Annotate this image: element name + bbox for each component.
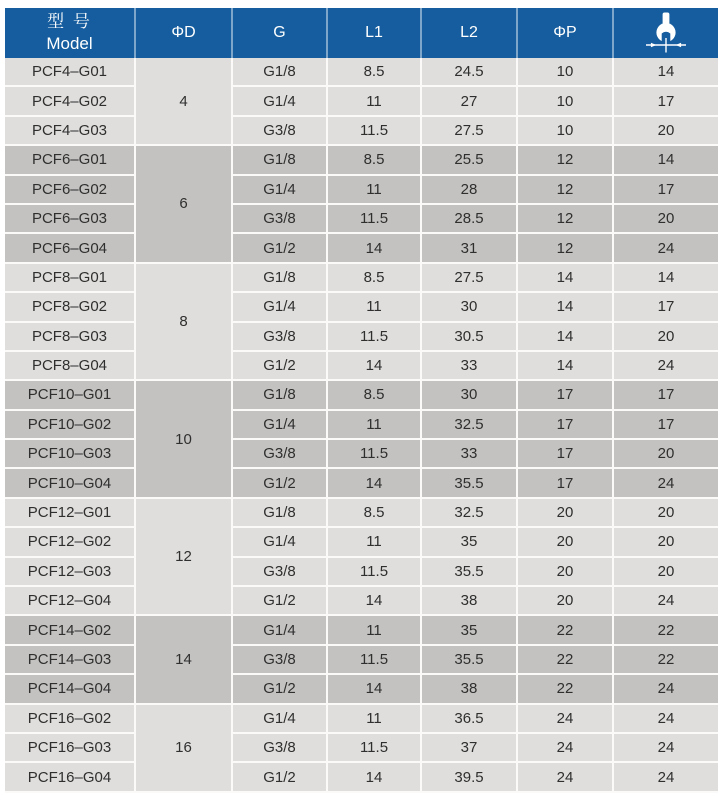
- l1-cell: 14: [327, 468, 421, 497]
- l1-cell: 11: [327, 527, 421, 556]
- table-row: [5, 410, 718, 439]
- wrench-size-cell: 20: [613, 557, 718, 586]
- phi-d-cell: 14: [135, 615, 232, 703]
- table-row: [5, 145, 718, 174]
- l2-cell: 25.5: [421, 145, 517, 174]
- wrench-size-cell: 17: [613, 380, 718, 409]
- wrench-size-cell: 20: [613, 116, 718, 145]
- l2-cell: 35.5: [421, 468, 517, 497]
- l2-cell: 28: [421, 175, 517, 204]
- phi-p-cell: 24: [517, 762, 613, 791]
- l1-cell: 11.5: [327, 439, 421, 468]
- phi-p-cell: 10: [517, 58, 613, 86]
- l1-cell: 11.5: [327, 645, 421, 674]
- g-thread-cell: G1/4: [232, 175, 327, 204]
- phi-p-cell: 14: [517, 351, 613, 380]
- g-thread-cell: G1/2: [232, 762, 327, 791]
- l2-cell: 30: [421, 380, 517, 409]
- phi-d-cell: 4: [135, 58, 232, 145]
- model-cell: PCF14–G03: [5, 645, 135, 674]
- table-row: [5, 322, 718, 351]
- g-thread-cell: G1/2: [232, 468, 327, 497]
- wrench-size-cell: 22: [613, 615, 718, 644]
- wrench-size-icon: [644, 11, 688, 55]
- l1-cell: 11: [327, 292, 421, 321]
- wrench-size-cell: 14: [613, 145, 718, 174]
- g-thread-cell: G1/2: [232, 233, 327, 262]
- wrench-size-cell: 22: [613, 645, 718, 674]
- wrench-size-cell: 24: [613, 468, 718, 497]
- l1-cell: 14: [327, 351, 421, 380]
- l1-cell: 11.5: [327, 116, 421, 145]
- phi-d-cell: 8: [135, 263, 232, 381]
- g-thread-cell: G1/4: [232, 410, 327, 439]
- phi-p-cell: 14: [517, 322, 613, 351]
- l2-cell: 28.5: [421, 204, 517, 233]
- l2-cell: 27.5: [421, 263, 517, 292]
- column-header-model: [5, 8, 135, 58]
- wrench-size-cell: 24: [613, 586, 718, 615]
- table-row: [5, 527, 718, 556]
- phi-p-cell: 10: [517, 86, 613, 115]
- table-row: [5, 498, 718, 527]
- wrench-size-cell: 17: [613, 410, 718, 439]
- phi-p-cell: 20: [517, 557, 613, 586]
- table-row: [5, 557, 718, 586]
- phi-p-cell: 20: [517, 586, 613, 615]
- l2-cell: 38: [421, 674, 517, 703]
- phi-d-cell: 10: [135, 380, 232, 498]
- wrench-size-cell: 20: [613, 498, 718, 527]
- g-thread-cell: G1/4: [232, 86, 327, 115]
- g-thread-cell: G3/8: [232, 116, 327, 145]
- model-cell: PCF10–G02: [5, 410, 135, 439]
- l2-cell: 27: [421, 86, 517, 115]
- model-cell: PCF16–G04: [5, 762, 135, 791]
- model-cell: PCF4–G02: [5, 86, 135, 115]
- g-thread-cell: G1/4: [232, 292, 327, 321]
- l2-cell: 35: [421, 527, 517, 556]
- table-row: [5, 439, 718, 468]
- table-row: [5, 468, 718, 497]
- model-cell: PCF6–G04: [5, 233, 135, 262]
- model-cell: PCF10–G01: [5, 380, 135, 409]
- phi-p-cell: 12: [517, 204, 613, 233]
- model-cell: PCF14–G04: [5, 674, 135, 703]
- phi-p-cell: 24: [517, 704, 613, 733]
- model-label-cn: 型 号: [47, 12, 92, 31]
- l2-cell: 30: [421, 292, 517, 321]
- l1-cell: 8.5: [327, 58, 421, 86]
- wrench-size-cell: 24: [613, 762, 718, 791]
- phi-p-cell: 17: [517, 439, 613, 468]
- phi-p-cell: 17: [517, 410, 613, 439]
- spec-table: [5, 8, 718, 793]
- model-cell: PCF14–G02: [5, 615, 135, 644]
- l2-cell: 35.5: [421, 557, 517, 586]
- l1-cell: 11: [327, 704, 421, 733]
- g-thread-cell: G1/2: [232, 674, 327, 703]
- g-thread-cell: G1/4: [232, 704, 327, 733]
- table-row: [5, 674, 718, 703]
- column-header-wrench: [613, 8, 718, 58]
- g-thread-cell: G1/4: [232, 615, 327, 644]
- phi-p-cell: 12: [517, 145, 613, 174]
- l2-cell: 31: [421, 233, 517, 262]
- l2-cell: 39.5: [421, 762, 517, 791]
- model-cell: PCF6–G02: [5, 175, 135, 204]
- model-cell: PCF12–G03: [5, 557, 135, 586]
- l2-cell: 37: [421, 733, 517, 762]
- model-cell: PCF16–G02: [5, 704, 135, 733]
- wrench-size-cell: 17: [613, 292, 718, 321]
- model-cell: PCF12–G04: [5, 586, 135, 615]
- wrench-size-cell: 24: [613, 704, 718, 733]
- g-thread-cell: G1/8: [232, 145, 327, 174]
- phi-p-cell: 24: [517, 733, 613, 762]
- column-header-l2: L2: [421, 8, 517, 58]
- model-cell: PCF8–G04: [5, 351, 135, 380]
- l2-cell: 38: [421, 586, 517, 615]
- model-cell: PCF10–G03: [5, 439, 135, 468]
- table-row: [5, 615, 718, 644]
- g-thread-cell: G1/2: [232, 586, 327, 615]
- phi-p-cell: 22: [517, 674, 613, 703]
- table-row: [5, 233, 718, 262]
- model-cell: PCF8–G03: [5, 322, 135, 351]
- phi-p-cell: 12: [517, 233, 613, 262]
- wrench-size-cell: 20: [613, 527, 718, 556]
- g-thread-cell: G1/8: [232, 263, 327, 292]
- l2-cell: 35: [421, 615, 517, 644]
- g-thread-cell: G3/8: [232, 733, 327, 762]
- wrench-size-cell: 20: [613, 439, 718, 468]
- table-row: [5, 58, 718, 86]
- l1-cell: 11.5: [327, 557, 421, 586]
- table-row: [5, 263, 718, 292]
- l2-cell: 30.5: [421, 322, 517, 351]
- l1-cell: 14: [327, 233, 421, 262]
- phi-p-cell: 14: [517, 263, 613, 292]
- g-thread-cell: G3/8: [232, 557, 327, 586]
- g-thread-cell: G1/2: [232, 351, 327, 380]
- table-row: [5, 586, 718, 615]
- l1-cell: 11.5: [327, 733, 421, 762]
- phi-p-cell: 20: [517, 527, 613, 556]
- wrench-size-cell: 24: [613, 233, 718, 262]
- model-cell: PCF6–G01: [5, 145, 135, 174]
- l2-cell: 35.5: [421, 645, 517, 674]
- table-row: [5, 116, 718, 145]
- l2-cell: 36.5: [421, 704, 517, 733]
- column-header-g: G: [232, 8, 327, 58]
- wrench-size-cell: 14: [613, 263, 718, 292]
- phi-p-cell: 10: [517, 116, 613, 145]
- phi-p-cell: 22: [517, 615, 613, 644]
- phi-d-cell: 6: [135, 145, 232, 263]
- l1-cell: 8.5: [327, 498, 421, 527]
- l1-cell: 11.5: [327, 204, 421, 233]
- model-cell: PCF4–G03: [5, 116, 135, 145]
- column-header-phi-d: ΦD: [135, 8, 232, 58]
- wrench-size-cell: 20: [613, 204, 718, 233]
- wrench-size-cell: 17: [613, 86, 718, 115]
- table-row: [5, 733, 718, 762]
- g-thread-cell: G3/8: [232, 439, 327, 468]
- model-cell: PCF8–G01: [5, 263, 135, 292]
- table-row: [5, 380, 718, 409]
- g-thread-cell: G3/8: [232, 204, 327, 233]
- l1-cell: 14: [327, 762, 421, 791]
- header-row: [5, 8, 718, 58]
- table-row: [5, 762, 718, 791]
- model-cell: PCF10–G04: [5, 468, 135, 497]
- l1-cell: 14: [327, 586, 421, 615]
- wrench-size-cell: 17: [613, 175, 718, 204]
- model-cell: PCF12–G02: [5, 527, 135, 556]
- table-row: [5, 351, 718, 380]
- model-cell: PCF6–G03: [5, 204, 135, 233]
- table-row: [5, 204, 718, 233]
- model-label-en: Model: [46, 34, 93, 53]
- l1-cell: 8.5: [327, 380, 421, 409]
- l1-cell: 14: [327, 674, 421, 703]
- model-cell: PCF16–G03: [5, 733, 135, 762]
- l1-cell: 11: [327, 175, 421, 204]
- wrench-size-cell: 24: [613, 674, 718, 703]
- l1-cell: 11: [327, 410, 421, 439]
- model-cell: PCF8–G02: [5, 292, 135, 321]
- model-cell: PCF12–G01: [5, 498, 135, 527]
- phi-d-cell: 16: [135, 704, 232, 792]
- g-thread-cell: G1/8: [232, 58, 327, 86]
- table-row: [5, 645, 718, 674]
- g-thread-cell: G3/8: [232, 322, 327, 351]
- l2-cell: 33: [421, 439, 517, 468]
- l1-cell: 11: [327, 615, 421, 644]
- l2-cell: 33: [421, 351, 517, 380]
- table-row: [5, 175, 718, 204]
- l2-cell: 24.5: [421, 58, 517, 86]
- table-row: [5, 704, 718, 733]
- column-header-l1: L1: [327, 8, 421, 58]
- l1-cell: 8.5: [327, 263, 421, 292]
- g-thread-cell: G1/8: [232, 380, 327, 409]
- g-thread-cell: G3/8: [232, 645, 327, 674]
- phi-p-cell: 14: [517, 292, 613, 321]
- g-thread-cell: G1/4: [232, 527, 327, 556]
- phi-p-cell: 12: [517, 175, 613, 204]
- wrench-size-cell: 20: [613, 322, 718, 351]
- model-cell: PCF4–G01: [5, 58, 135, 86]
- l2-cell: 27.5: [421, 116, 517, 145]
- phi-d-cell: 12: [135, 498, 232, 616]
- column-header-phi-p: ΦP: [517, 8, 613, 58]
- wrench-size-cell: 14: [613, 58, 718, 86]
- phi-p-cell: 22: [517, 645, 613, 674]
- l2-cell: 32.5: [421, 498, 517, 527]
- phi-p-cell: 17: [517, 468, 613, 497]
- wrench-size-cell: 24: [613, 733, 718, 762]
- l1-cell: 8.5: [327, 145, 421, 174]
- l1-cell: 11: [327, 86, 421, 115]
- wrench-size-cell: 24: [613, 351, 718, 380]
- g-thread-cell: G1/8: [232, 498, 327, 527]
- l1-cell: 11.5: [327, 322, 421, 351]
- phi-p-cell: 20: [517, 498, 613, 527]
- table-row: [5, 292, 718, 321]
- phi-p-cell: 17: [517, 380, 613, 409]
- table-row: [5, 86, 718, 115]
- l2-cell: 32.5: [421, 410, 517, 439]
